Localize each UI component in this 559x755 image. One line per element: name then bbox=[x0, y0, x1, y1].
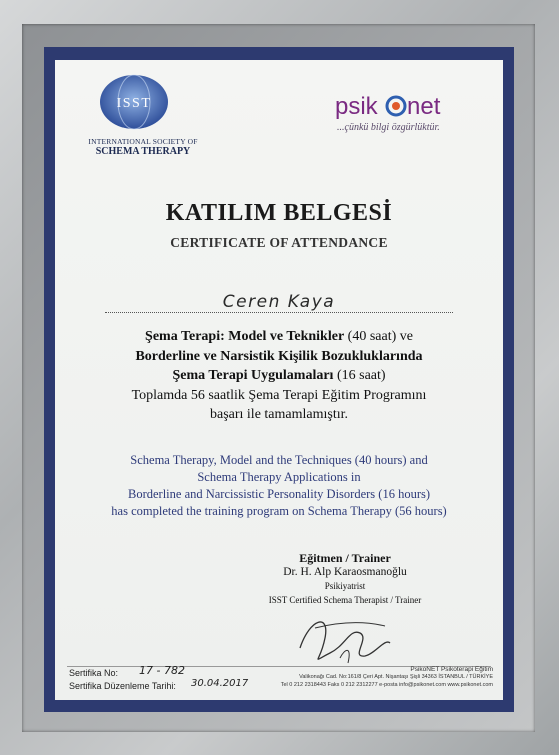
certificate-paper bbox=[55, 60, 503, 700]
tr-line1-bold: Şema Terapi: Model ve Teknikler bbox=[145, 329, 345, 344]
svg-text:net: net bbox=[407, 93, 441, 120]
tr-line5: başarı ile tamamlamıştır. bbox=[209, 407, 349, 422]
tr-line3-bold: Şema Terapi Uygulamaları bbox=[172, 368, 334, 383]
psikonet-tagline: ...çünkü bilgi özgürlüktür. bbox=[337, 122, 440, 133]
turkish-description bbox=[55, 327, 503, 425]
footer-org: PsikoNET Psikoterapi Eğitim bbox=[410, 666, 493, 673]
cert-date-label: Sertifika Düzenleme Tarihi: bbox=[69, 681, 176, 691]
cert-date-value: 30.04.2017 bbox=[191, 678, 249, 689]
en-line2: Schema Therapy Applications in bbox=[197, 470, 361, 484]
cert-number-label: Sertifika No: bbox=[69, 668, 119, 678]
english-description bbox=[55, 452, 503, 520]
en-line1: Schema Therapy, Model and the Techniques (40 hours) and bbox=[130, 453, 428, 467]
en-line3: Borderline and Narcissistic Personality Disorders (16 hours) bbox=[127, 487, 431, 501]
cert-number-value: 17 - 782 bbox=[139, 664, 185, 677]
footer-contact: Tel 0 212 2318443 Faks 0 212 2312277 e-posta info@psikonet.com www.psikonet.com bbox=[280, 682, 493, 688]
footer-address: Valikonağı Cad. No:161/8 Çeri Apt. Nişantaşı Şişli 34363 İSTANBUL / TÜRKİYE bbox=[299, 674, 493, 680]
tr-line1-rest: (40 saat) ve bbox=[344, 329, 413, 344]
certificate-subtitle: CERTIFICATE OF ATTENDANCE bbox=[170, 235, 388, 250]
isst-logo bbox=[99, 74, 169, 130]
trainer-role1: Psikiyatrist bbox=[324, 581, 366, 591]
isst-name-line2: SCHEMA THERAPY bbox=[95, 146, 191, 157]
name-dotted-line bbox=[105, 312, 453, 313]
trainer-heading: Eğitmen / Trainer bbox=[299, 551, 391, 565]
trainer-block bbox=[245, 551, 445, 607]
participant-name: Ceren Kaya bbox=[222, 292, 336, 312]
trainer-role2: ISST Certified Schema Therapist / Trainer bbox=[268, 595, 422, 605]
svg-text:ISST: ISST bbox=[116, 96, 152, 111]
isst-name-line1: INTERNATIONAL SOCIETY OF bbox=[88, 137, 198, 146]
tr-line4: Toplamda 56 saatlik Şema Terapi Eğitim Programını bbox=[131, 387, 427, 403]
en-line4: has completed the training program on Schema Therapy (56 hours) bbox=[111, 504, 447, 518]
certificate-title: KATILIM BELGESİ bbox=[165, 200, 393, 226]
tr-line2-bold: Borderline ve Narsistik Kişilik Bozukluklarında bbox=[135, 348, 423, 364]
signature-icon bbox=[290, 608, 400, 668]
svg-text:psik: psik bbox=[335, 93, 378, 120]
tr-line3-rest: (16 saat) bbox=[333, 368, 386, 383]
trainer-name: Dr. H. Alp Karaosmanoğlu bbox=[283, 566, 407, 578]
